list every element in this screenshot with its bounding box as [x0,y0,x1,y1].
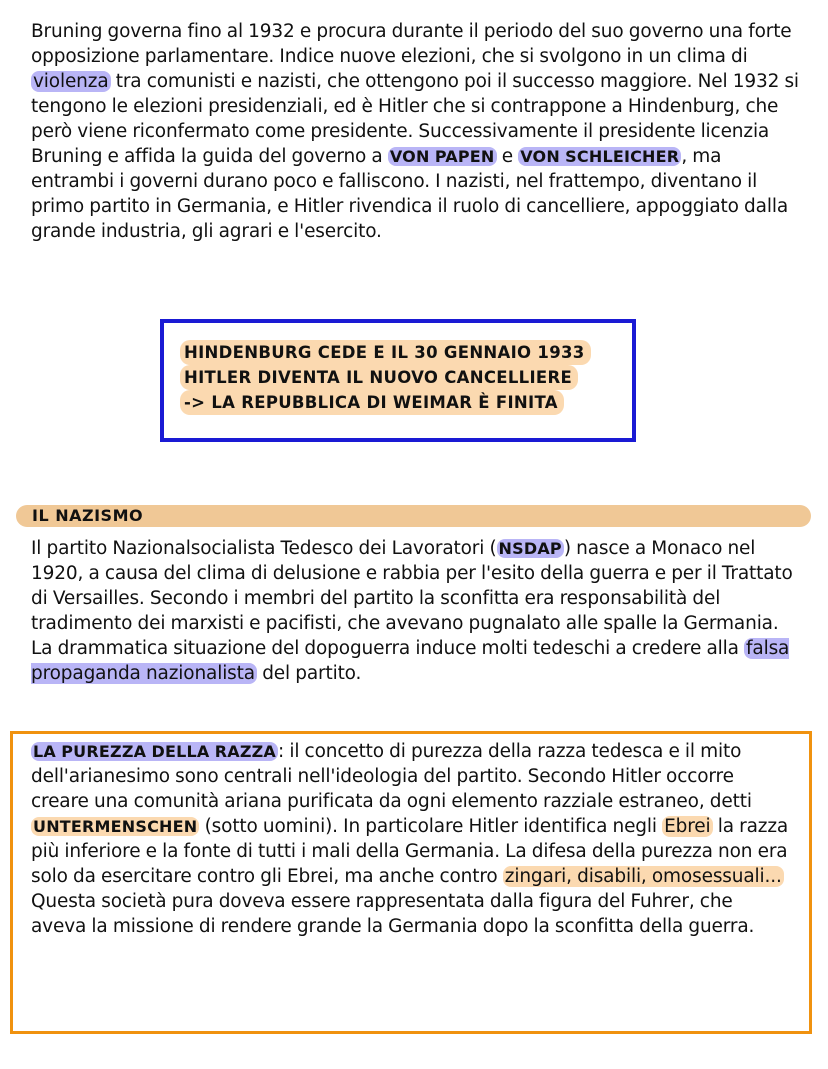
callout-line: -> LA REPUBBLICA DI WEIMAR È FINITA [180,390,564,415]
text: e [496,146,519,167]
callout-line: HITLER DIVENTA IL NUOVO CANCELLIERE [180,365,578,390]
text: Questa società pura doveva essere rappresentata dalla figura del Fuhrer, che aveva la missione di rendere grande la Germania dopo la sconfitta della guerra. [31,891,755,937]
highlight-zingari: zingari, disabili, omosessuali... [504,866,782,887]
text: Bruning governa fino al 1932 e procura durante il periodo del suo governo una forte opposizione parlamentare. Indice nuove elezioni, che si svolgono in un clima di [31,21,792,67]
highlight-purezza-razza: LA PUREZZA DELLA RAZZA [33,742,277,761]
highlight-nsdap: NSDAP [498,539,562,558]
section-header-nazismo [16,505,811,527]
highlight-von-schleicher: VON SCHLEICHER [520,147,680,166]
text: del partito. [256,663,362,684]
callout-line: HINDENBURG CEDE E IL 30 GENNAIO 1933 [180,340,591,365]
text: (sotto uomini). In particolare Hitler identifica negli [199,816,663,837]
text: Il partito Nazionalsocialista Tedesco dei Lavoratori ( [31,538,497,559]
highlight-propaganda: falsa propaganda nazionalista [31,638,790,684]
text: : il concetto di purezza della razza tedesca e il mito dell'arianesimo sono centrali nell'ideologia del partito. Secondo Hitler occorre creare una comunità ariana purificata da ogni elemento razziale estraneo, detti [31,741,752,812]
paragraph-purezza-razza [31,739,791,939]
highlight-violenza: violenza [33,71,109,92]
text: la razza più inferiore e la fonte di tutti i mali della Germania. La difesa della purezza non era solo da esercitare contro gli Ebrei, ma anche contro [31,816,789,887]
callout-box-weimar [160,319,636,442]
text: ) nasce a Monaco nel 1920, a causa del clima di delusione e rabbia per l'esito della guerra e per il Trattato di Versailles. Secondo i membri del partito la sconfitta era responsabilità del tradimento dei marxisti e pacifisti, che avevano pugnalato alle spalle la Germania. La drammatica situazione del dopoguerra induce molti tedeschi a credere alla [31,538,793,659]
paragraph-bruning [31,19,801,244]
text: , ma entrambi i governi durano poco e falliscono. I nazisti, nel frattempo, diventano il primo partito in Germania, e Hitler rivendica il ruolo di cancelliere, appoggiato dalla grande industria, gli agrari e l'esercito. [31,146,789,242]
paragraph-nsdap [31,536,801,686]
highlight-untermenschen: UNTERMENSCHEN [33,817,198,836]
text: tra comunisti e nazisti, che ottengono poi il successo maggiore. Nel 1932 si tengono le elezioni presidenziali, ed è Hitler che si contrappone a Hindenburg, che però viene riconfermato come presidente. Successivamente il presidente licenzia Bruning e affida la guida del governo a [31,71,799,167]
highlight-ebrei: Ebrei [664,816,711,837]
highlight-von-papen: VON PAPEN [389,147,495,166]
section-header-label: IL NAZISMO [32,506,144,525]
